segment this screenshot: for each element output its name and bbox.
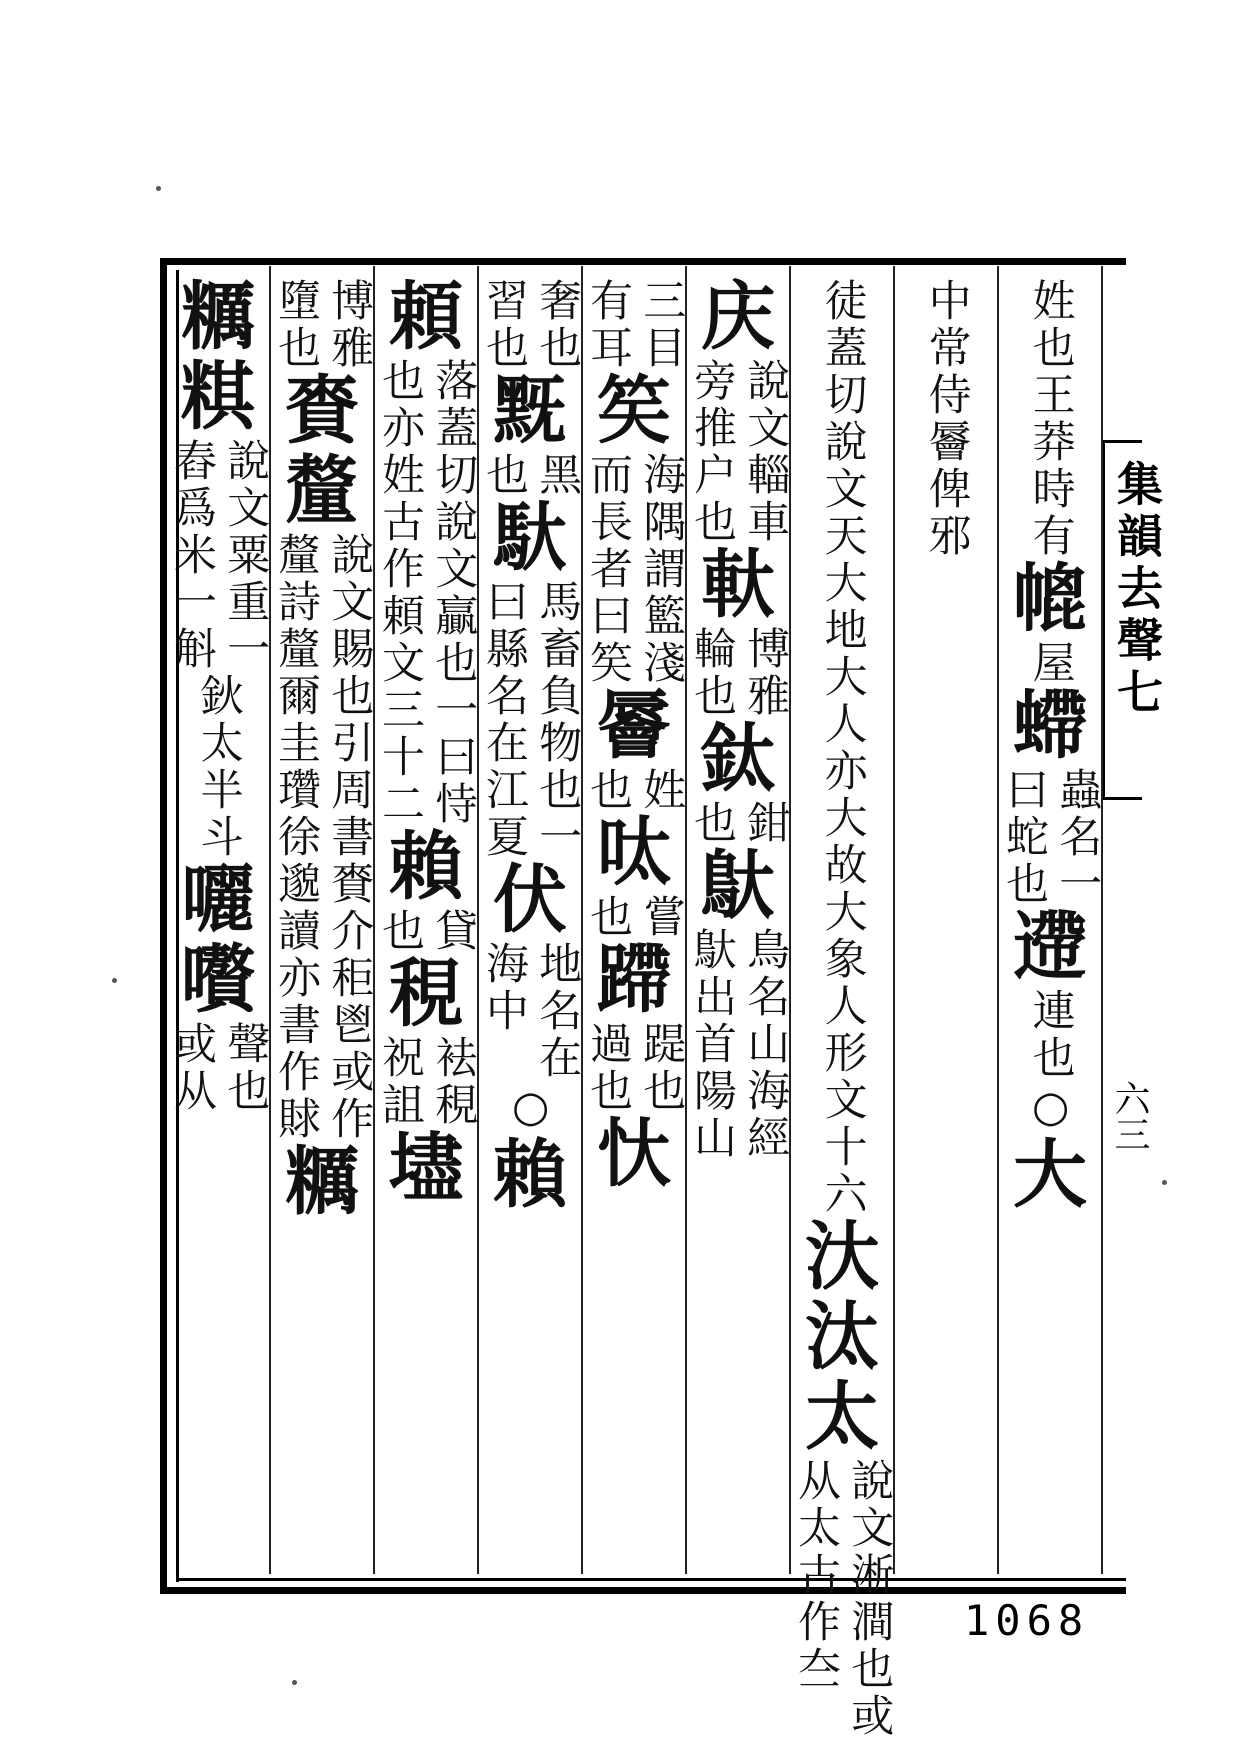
headword: 囇 [181,856,255,943]
annotation-wrap [166,720,270,861]
headword: 糲 [181,274,255,360]
headword: 遰 [1013,903,1087,990]
annotation-right-line: 說文賜也引周書賚介秬鬯或作 [324,531,375,1143]
annotation-left-line: 曰蛇也 [999,766,1049,908]
annotation-pair [582,452,686,687]
annotation-pair [166,438,270,673]
annotation-left-line: 也亦姓古作頼文三十二 [375,357,425,828]
headword: 蹛 [597,936,671,1023]
annotation-pair [374,1035,478,1129]
annotation-text: 太半斗 [193,719,244,861]
annotation-right-line: 博雅 [324,278,375,372]
headword: 馱 [493,494,567,581]
headword: 䢈 [597,682,671,769]
annotation-left-line: 海中 [479,940,529,1035]
annotation-left-line: 也 [583,893,633,941]
annotation-left-line: 或从 [167,1020,217,1115]
headword: 螮 [1013,682,1087,769]
annotation-pair [582,278,686,372]
annotation-text: 亦大故大象人形文十六 [817,748,868,1218]
annotation-right-line: 說文輜車 [740,357,791,546]
annotation-pair [582,894,686,941]
headword: 呔 [597,809,671,896]
annotation-text: ○ [1025,1081,1076,1136]
headword: 太 [805,1373,879,1460]
annotation-text: 屋 [1025,639,1076,687]
headword: 䲦 [701,842,775,929]
annotation-pair [998,767,1102,908]
annotation-pair [478,941,582,1082]
headword: 賚 [285,368,359,454]
annotation-text: 連也 [1025,987,1076,1082]
inner-border-bottom [176,1578,1126,1581]
headword: 鈦 [701,715,775,802]
annotation-left-line: 釐詩釐爾圭瓚徐邈讀亦書作賕 [271,531,321,1143]
annotation-left-line: 而長者曰笶 [583,451,633,687]
headword: 嚽 [181,936,255,1023]
annotation-pair [686,626,790,720]
annotation-right-line: 黑 [532,451,583,499]
text-column [582,278,686,1568]
annotation-wrap [478,1082,582,1136]
annotation-pair [478,452,582,499]
annotation-left-line: 舂爲米一斛 [167,437,217,673]
annotation-wrap [894,513,998,560]
headword: 汏 [805,1214,879,1300]
annotation-pair [582,1021,686,1115]
headword: 壗 [389,1124,463,1211]
headword: 賴 [389,823,463,910]
annotation-right-line: 說文淅澗也或 [844,1457,895,1740]
text-column [478,278,582,1568]
annotation-wrap [998,1082,1102,1136]
annotation-pair [270,278,374,372]
annotation-left-line: 輪也 [687,625,737,720]
annotation-right-line: 說文粟重一 [220,437,271,673]
headword: 頼 [389,274,463,360]
annotation-right-line: 奢也 [532,278,583,372]
annotation-text: 中常侍䢈俾 [921,278,972,513]
text-column [270,278,374,1568]
annotation-right-line: 蟲名一 [1052,766,1103,908]
annotation-right-line: 聲也 [220,1020,271,1115]
annotation-left-line: 从太古作夳 [791,1457,841,1693]
page-number: 1068 [964,1596,1090,1645]
annotation-right-line: 落蓋切說文贏也一曰恃 [428,357,479,828]
annotation-right-line: 馬畜負物也一 [532,578,583,861]
headword: 笶 [597,368,671,454]
annotation-wrap [998,988,1102,1082]
annotation-left-line: 祝詛 [375,1034,425,1129]
speck [292,1680,297,1685]
annotation-left-line: 墮也 [271,278,321,372]
annotation-right-line: 袪䅐 [428,1034,479,1129]
headword: 軑 [701,541,775,628]
annotation-right-line: 嘗 [636,893,687,941]
annotation-left-line: 旁推户也 [687,357,737,546]
annotation-pair [790,1458,894,1740]
annotation-wrap [998,640,1102,687]
annotation-wrap [166,673,270,720]
headword: 㡙 [1013,556,1087,642]
annotation-pair [686,927,790,1162]
annotation-pair [686,800,790,847]
annotation-left-line: 也 [375,907,425,955]
annotation-pair [374,908,478,955]
headword: 釐 [285,447,359,534]
annotation-left-line: 有耳 [583,278,633,372]
headword: 粸 [181,353,255,440]
annotation-text: 邪 [921,513,972,560]
headword: 賴 [493,1131,567,1218]
annotation-left-line: 也 [687,799,737,847]
annotation-right-line: 踶也 [636,1020,687,1115]
annotation-left-line: 曰縣名在江夏 [479,578,529,861]
annotation-wrap [790,748,894,1218]
annotation-right-line: 博雅 [740,625,791,720]
headword: 糲 [285,1138,359,1225]
annotation-pair [478,278,582,372]
annotation-wrap [998,278,1102,560]
text-column [166,274,271,1568]
text-column [998,278,1102,1568]
speck [112,978,117,983]
headword: 汰 [805,1293,879,1380]
annotation-left-line: 也 [479,451,529,499]
speck [156,186,161,191]
annotation-right-line: 鉗 [740,799,791,847]
headword: 忕 [597,1110,671,1197]
annotation-right-line: 三目 [636,278,687,372]
text-column [790,278,895,1740]
annotation-text: 姓也王莽時有 [1025,278,1076,560]
headword: 伏 [493,856,567,943]
text-column [686,274,791,1568]
annotation-pair [582,767,686,814]
annotation-left-line: 過也 [583,1020,633,1115]
annotation-text: 鈥 [193,672,244,720]
annotation-left-line: 也 [583,766,633,814]
annotation-left-line: 䲦出首陽山 [687,926,737,1162]
margin-tab-title: 集韻去聲七 [1110,460,1164,720]
annotation-right-line: 海隅謂籃淺 [636,451,687,687]
headword: 黖 [493,368,567,454]
margin-tab-page: 六三 [1109,1080,1150,1152]
annotation-pair [686,358,790,546]
speck [1162,1180,1167,1185]
headword: 大 [1013,1131,1087,1218]
text-column [894,278,998,1568]
annotation-right-line: 鳥名山海經 [740,926,791,1162]
annotation-left-line: 習也 [479,278,529,372]
annotation-pair [270,532,374,1143]
annotation-right-line: 姓 [636,766,687,814]
annotation-wrap [894,278,998,513]
headword: 䅐 [389,950,463,1037]
annotation-text: 徒蓋切說文天大地大人 [817,278,868,748]
annotation-right-line: 地名在 [532,940,583,1082]
annotation-text: ○ [505,1081,556,1136]
text-column [374,274,479,1568]
annotation-right-line: 貸 [428,907,479,955]
annotation-pair [478,579,582,861]
headword: 庆 [701,274,775,360]
annotation-wrap [790,278,894,748]
annotation-pair [166,1021,270,1115]
annotation-pair [374,358,478,828]
